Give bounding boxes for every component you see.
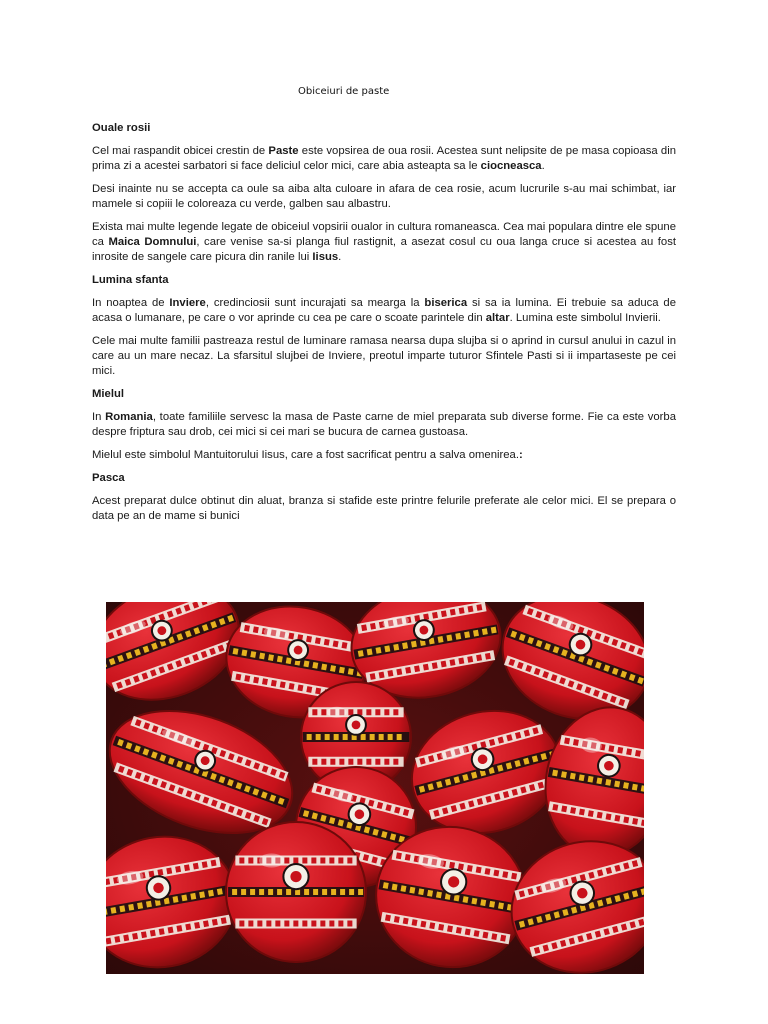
bold-term: : (518, 449, 523, 461)
text-run: , toate familiile servesc la masa de Paste carne de miel preparata sub diverse forme. Fie ca este vorba despre friptura sau drob, cei mici si cei mari se bucura de carnea gustoasa. (92, 411, 676, 438)
text-run: Desi inainte nu se accepta ca oule sa aiba alta culoare in afara de cea rosie, acum lucrurile s-au mai schimbat, iar mamele si copiii le coloreaza cu verde, galben sau albastru. (92, 183, 676, 210)
text-run: , care venise sa-si planga fiul rastignit, a asezat cosul cu oua langa cruce si acestea au fost inrosite de sangele care picura din ranile lui (92, 236, 676, 263)
bold-term: Paste (268, 145, 299, 157)
text-run: Cel mai raspandit obicei crestin de (92, 145, 269, 157)
bold-term: ciocneasca (480, 160, 542, 172)
easter-eggs-image (106, 602, 644, 974)
bold-term: Maica Domnului (108, 236, 197, 248)
text-run: este vopsirea de oua rosii. Acestea sunt nelipsite de pe masa copioasa din prima zi a acestei sarbatori si face deliciul celor mici, care abia asteapta sa le (92, 145, 676, 172)
paragraph (92, 448, 676, 463)
bold-term: Iisus (312, 251, 339, 263)
bold-term: Inviere (169, 297, 206, 309)
text-run: . Lumina este simbolul Invierii. (509, 312, 661, 324)
paragraph (92, 296, 676, 326)
section-heading: Pasca (92, 472, 125, 484)
bold-term: altar (485, 312, 510, 324)
text-run: Cele mai multe familii pastreaza restul de luminare ramasa nearsa dupa slujba si o aprind in cursul anului in cazul in care au un mare necaz. La sfarsitul slujbei de Inviere, preotul imparte tuturor Sfintele Pasti si ii impartaseste pe cei mici. (92, 335, 676, 377)
text-run: In (92, 411, 106, 423)
section-heading: Mielul (92, 388, 125, 400)
bold-term: biserica (424, 297, 468, 309)
paragraph (92, 410, 676, 440)
section-heading: Lumina sfanta (92, 274, 169, 286)
painted-eggs-illustration (106, 602, 644, 974)
text-run: Acest preparat dulce obtinut din aluat, branza si stafide este printre felurile preferate ale celor mici. El se prepara o data pe an de mame si bunici (92, 495, 676, 522)
text-run: . (541, 160, 545, 172)
text-run: Mielul este simbolul Mantuitorului Iisus, care a fost sacrificat pentru a salva omenirea. (92, 449, 519, 461)
paragraph (92, 220, 676, 265)
document-body (92, 121, 676, 532)
text-run: si sa ia lumina. Ei trebuie sa aduca de acasa o lumanare, pe care o vor aprinde cu cea pe care o scoate parintele din (92, 297, 676, 324)
text-run: In noaptea de (92, 297, 170, 309)
document-title: Obiceiuri de paste (298, 86, 390, 97)
text-run: . (338, 251, 342, 263)
text-run: Exista mai multe legende legate de obiceiul vopsirii oualor in cultura romaneasca. Cea mai populara dintre ele spune ca (92, 221, 676, 248)
paragraph (92, 144, 676, 174)
section-heading: Ouale rosii (92, 122, 151, 134)
paragraph (92, 182, 676, 212)
paragraph (92, 494, 676, 524)
easter-egg (226, 822, 366, 962)
bold-term: Romania (105, 411, 153, 423)
paragraph (92, 334, 676, 379)
text-run: , credinciosii sunt incurajati sa mearga la (205, 297, 425, 309)
